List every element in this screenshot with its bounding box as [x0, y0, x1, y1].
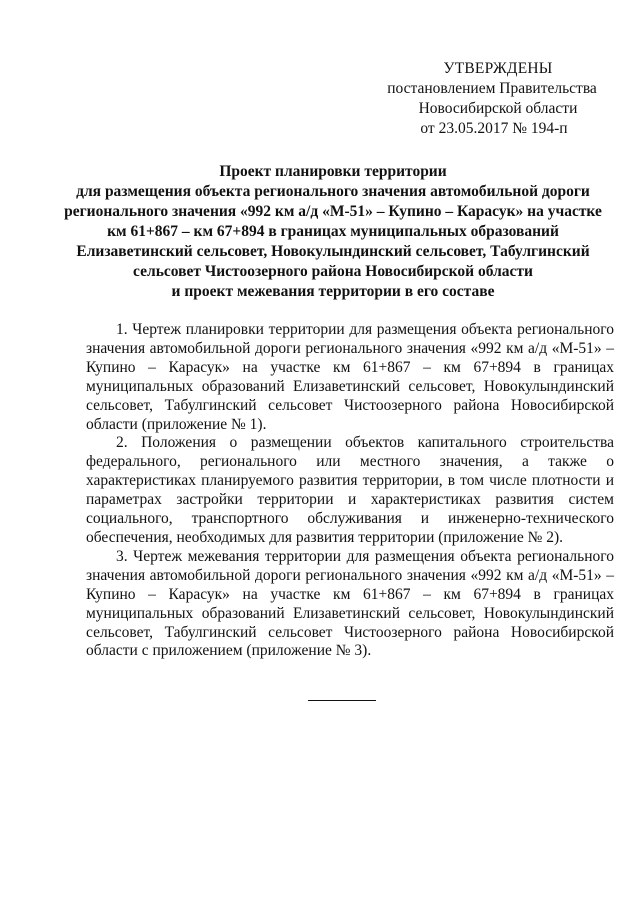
- document-title: [50, 162, 616, 302]
- approval-stamp: [380, 59, 600, 139]
- end-divider: [308, 700, 376, 701]
- title-line: сельсовет Чистоозерного района Новосибирской области: [133, 263, 533, 280]
- title-line: км 61+867 – км 67+894 в границах муниципальных образований: [107, 223, 559, 240]
- document-body: [86, 321, 614, 661]
- title-line: регионального значения «992 км а/д «М-51» – Купино – Карасук» на участке: [64, 203, 602, 220]
- approval-date: от 23.05.2017 № 194-п: [420, 120, 568, 137]
- paragraph-2: 2. Положения о размещении объектов капитального строительства федерального, регионального или местного значения, а также о характеристиках планируемого развития территории, в том числе плотности и параметрах застройки территории и характеристиках развития систем социального, транспортного обслуживания и инженерно-технического обеспечения, необходимых для развития территории (приложение № 2).: [86, 434, 614, 546]
- title-line: Елизаветинский сельсовет, Новокулындинский сельсовет, Табулгинский: [76, 243, 590, 260]
- title-line: Проект планировки территории: [219, 163, 447, 180]
- approval-decree: постановлением Правительства: [387, 80, 597, 97]
- approval-region: Новосибирской области: [418, 100, 578, 117]
- title-line: и проект межевания территории в его составе: [171, 283, 495, 300]
- paragraph-1: 1. Чертеж планировки территории для размещения объекта регионального значения автомобильной дороги регионального значения «992 км а/д «М-51» – Купино – Карасук» на участке км 61+867 – км 67+894 в границах муниципальных образований Елизаветинский сельсовет, Новокулындинский сельсовет, Табулгинский сельсовет Чистоозерного района Новосибирской области (приложение № 1).: [86, 321, 614, 433]
- paragraph-3: 3. Чертеж межевания территории для размещения объекта регионального значения автомобильной дороги регионального значения «992 км а/д «М-51» – Купино – Карасук» на участке км 61+867 – км 67+894 в границах муниципальных образований Елизаветинский сельсовет, Новокулындинский сельсовет, Табулгинский сельсовет Чистоозерного района Новосибирской области с приложением (приложение № 3).: [86, 547, 614, 660]
- title-line: для размещения объекта регионального значения автомобильной дороги: [76, 183, 590, 200]
- approval-heading: УТВЕРЖДЕНЫ: [443, 60, 553, 77]
